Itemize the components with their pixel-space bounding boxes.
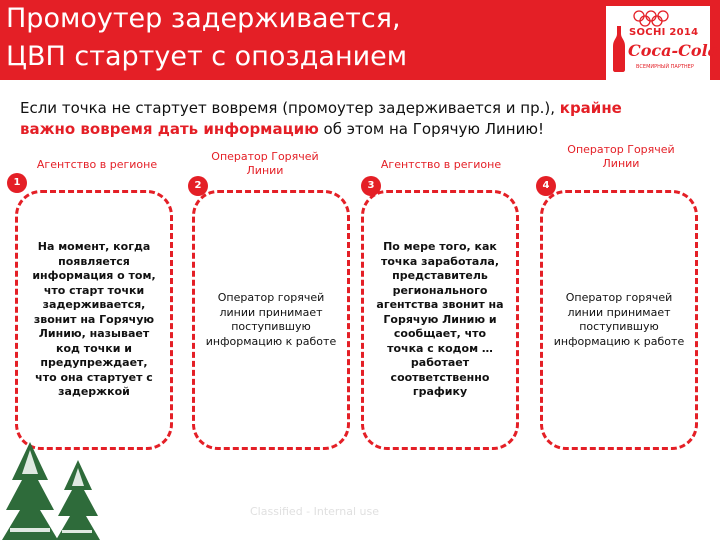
step-3-card [361,190,519,450]
step-3-text: По мере того, как точка заработала, представитель регионального агентства звонит на Горячую Линию и сообщает, что точка с кодом … работает соответственно графику [376,240,504,399]
partner-label: ВСЕМИРНЫЙ ПАРТНЕР [636,64,694,70]
step-4-text: Оператор горячей линии принимает поступившую информацию к работе [553,291,685,348]
step-4-card [540,190,698,450]
step-3-role: Агентство в регионе [380,158,502,171]
step-4-role: Оператор Горячей Линии [567,143,675,170]
fir-trees-icon [0,440,120,540]
step-1-role: Агентство в регионе [36,158,158,171]
olympic-rings-icon [631,10,681,28]
intro-highlight: крайне важно вовремя дать информацию [20,99,622,138]
title-line-1: Промоутер задерживается, [6,3,401,34]
step-2-number: 2 [188,176,208,196]
step-2-role: Оператор Горячей Линии [211,150,319,177]
step-2-card [192,190,350,450]
step-1-text: На момент, когда появляется информация о том, что старт точки задерживается, звонит на Горячую Линию, называет код точки и предупреждает, что она стартует с задержкой [32,240,156,399]
page-title [6,0,407,76]
sochi-logo-text: SOCHI 2014 [629,27,699,38]
intro-part-2: об этом на Горячую Линию! [318,120,544,138]
step-1-number: 1 [7,173,27,193]
step-4-number: 4 [536,176,556,196]
brand-name: Coca-Cola [628,41,719,60]
bottle-icon [611,26,627,72]
intro-text [20,98,680,140]
step-3-number: 3 [361,176,381,196]
header-bar [0,0,720,80]
title-line-2: ЦВП стартует с опозданием [6,41,408,72]
watermark: Classified - Internal use [250,505,379,518]
intro-part-1: Если точка не стартует вовремя (промоутер задерживается и пр.), [20,99,560,117]
step-2-text: Оператор горячей линии принимает поступившую информацию к работе [205,291,337,348]
step-1-card [15,190,173,450]
